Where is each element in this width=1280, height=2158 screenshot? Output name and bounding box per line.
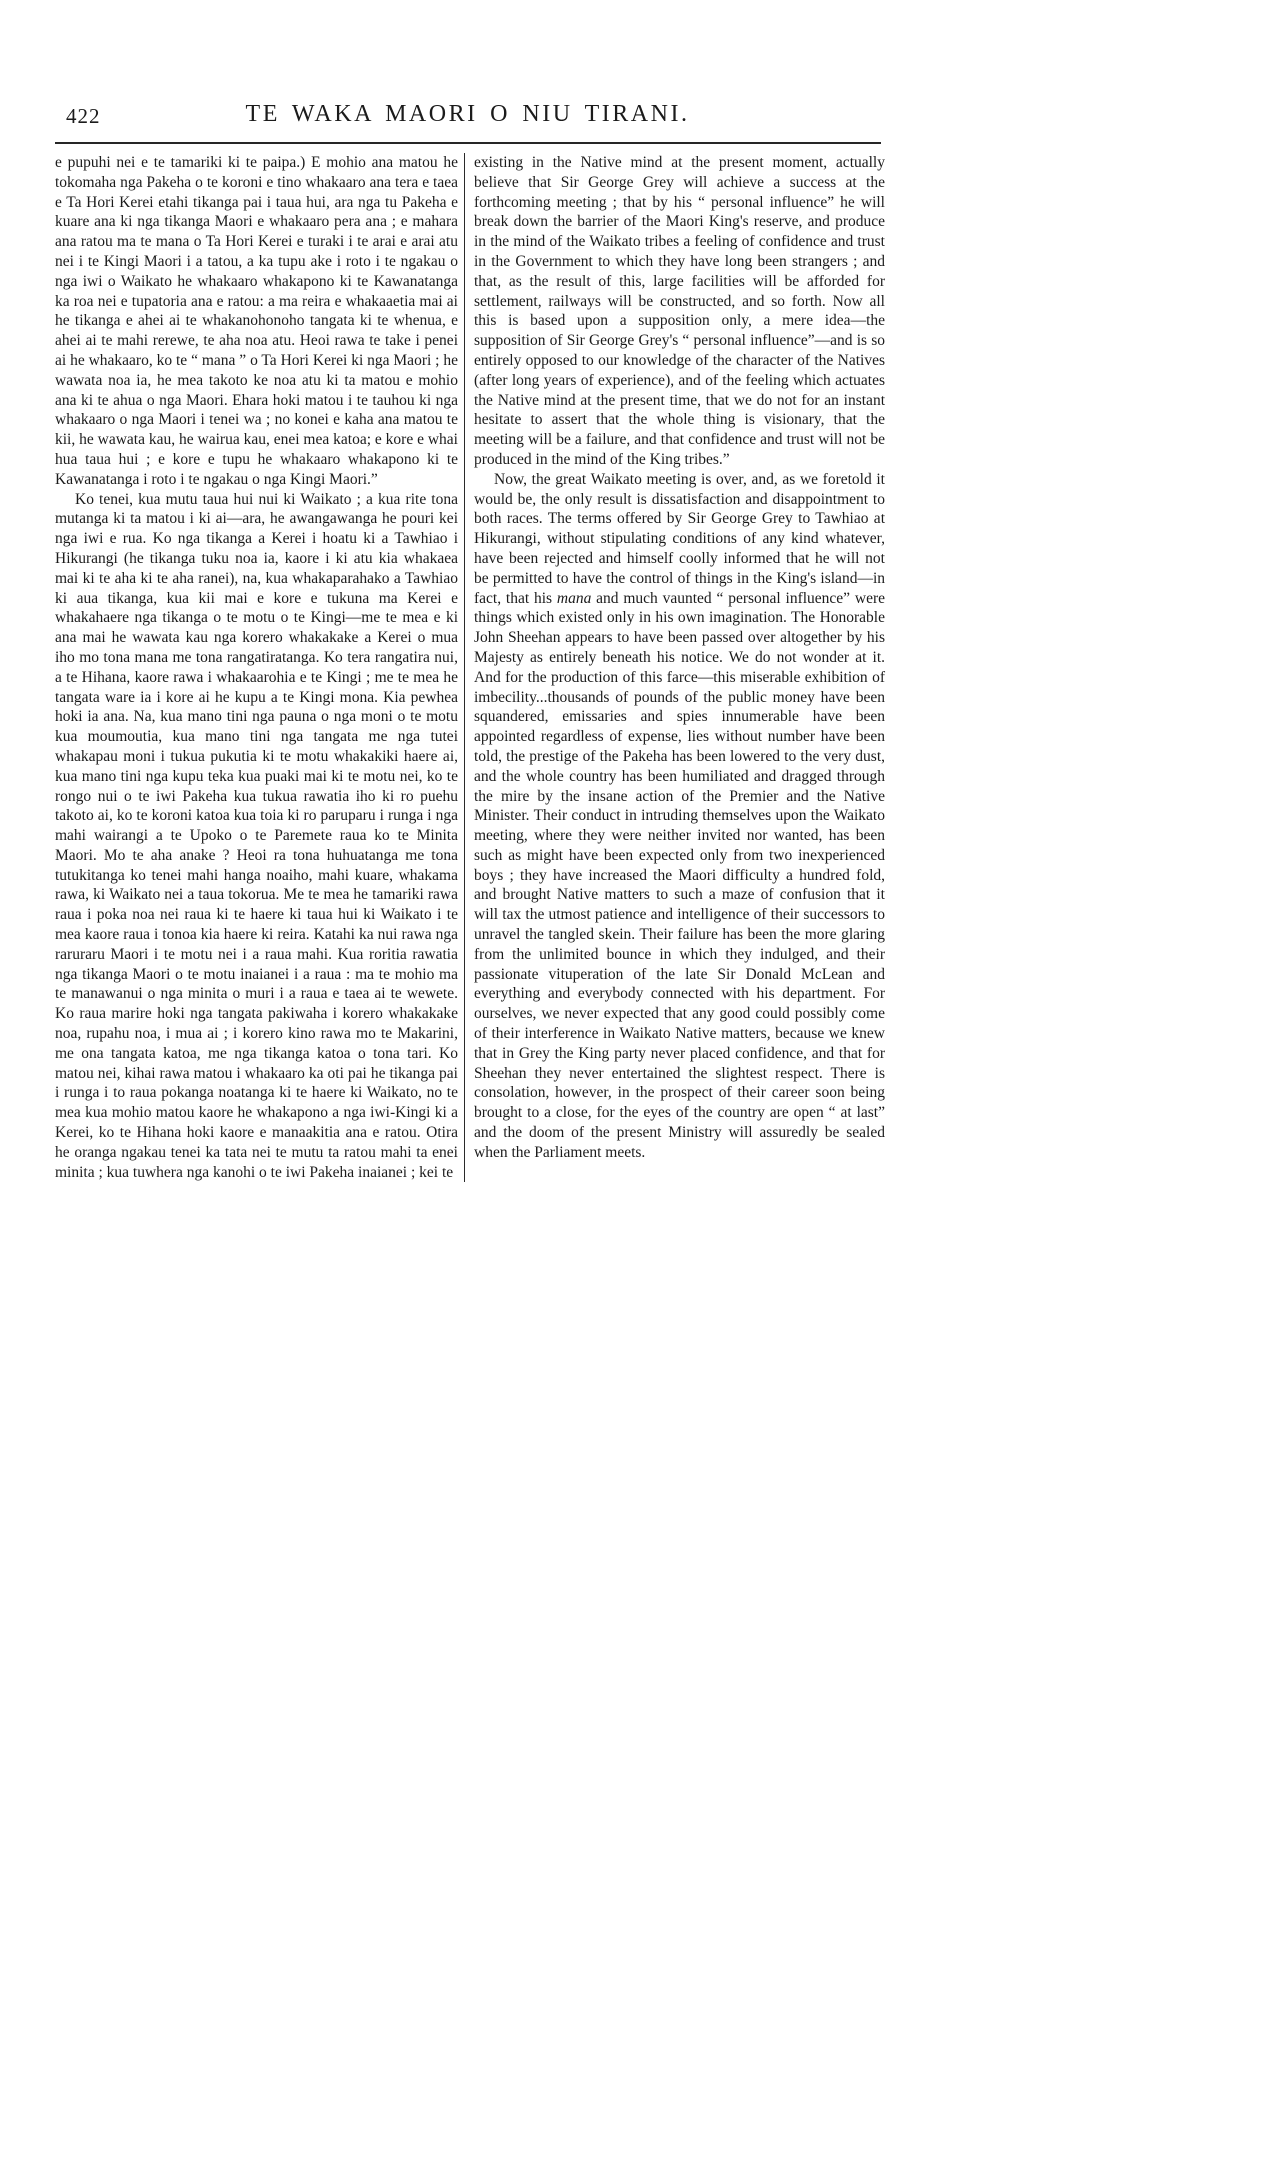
italic-word-mana: mana	[556, 589, 592, 607]
left-column-paragraph: e pupuhi nei e te tamariki ki te paipa.) E mohio ana matou he tokomaha nga Pakeha o te koroni e tino whakaaro ana tera e taea e Ta Hori Kerei etahi tikanga pai i taua hui, ara nga tu Pakeha e kuare ana ki nga tikanga Maori e whakaaro pera ana ; e mahara ana ratou ma te mana o Ta Hori Kerei e turaki i te arai e arai atu nei i te Kingi Maori i a tatou, a ka tupu ake i roto i te ngakau o nga iwi o Waikato he whakaaro whakapono ki te Kawanatanga ka roa nei e tupatoria ana e ratou: a ma reira e whakaaetia mai ai he tikanga e ahei ai te whakanohonoho tangata ki te whenua, e ahei ai te mahi rerewe, te aha noa atu. Heoi rawa te take i penei ai he whakaaro, ko te “ mana ” o Ta Hori Kerei ki nga Maori ; he wawata noa ia, he mea takoto ke noa atu ki ta matou e mohio ana ki te ahua o nga Maori. Ehara hoki matou i te tauhou ki nga whakaaro o nga Maori i tenei wa ; no konei e kaha ana matou te kii, he wawata kau, he wairua kau, enei mea katoa; e kore e whai hua taua hui ; e kore e tupu he whakaaro whakapono ki te Kawanatanga i roto i te ngakau o nga Kingi Maori.”	[55, 154, 458, 488]
right-column-paragraph	[474, 470, 885, 1163]
paragraph-text: and much vaunted “ personal influence” were things which existed only in his own imagination. The Honorable John Sheehan appears to have been passed over altogether by his Majesty as entirely beneath his notice. We do not wonder at it. And for the production of this farce—this miserable exhibition of imbecility...thousands of pounds of the public money have been squandered, emissaries and spies innumerable have been appointed regardless of expense, lies without number have been told, the prestige of the Pakeha has been lowered to the very dust, and the whole country has been humiliated and dragged through the mire by the insane action of the Premier and the Native Minister. Their conduct in intruding themselves upon the Waikato meeting, where they were neither invited nor wanted, has been such as might have been expected only from two inexperienced boys ; they have increased the Maori difficulty a hundred fold, and brought Native matters to such a maze of confusion that it will tax the utmost patience and intelligence of their successors to unravel the tangled skein. Their failure has been the more glaring from the unlimited bounce in which they indulged, and their passionate vituperation of the late Sir Donald McLean and everything and everybody connected with his department. For ourselves, we never expected that any good could possibly come of their interference in Waikato Native matters, because we knew that in Grey the King party never placed confidence, and that for Sheehan they never entertained the slightest respect. There is consolation, however, in the prospect of their career soon being brought to a close, for the eyes of the country are open “ at last” and the doom of the present Ministry will assuredly be sealed when the Parliament meets.	[474, 589, 885, 1161]
column-right-english	[474, 153, 885, 1182]
page-number: 422	[66, 104, 101, 128]
masthead-title: TE WAKA MAORI O NIU TIRANI.	[245, 101, 690, 127]
header-rule	[55, 142, 881, 144]
article-columns	[55, 153, 885, 1182]
left-column-paragraph: Ko tenei, kua mutu taua hui nui ki Waikato ; a kua rite tona mutanga ki ta matou i ki ai—ara, he awangawanga he pouri kei nga iwi e rua. Ko nga tikanga a Kerei i hoatu ki a Tawhiao i Hikurangi (he tikanga tuku noa ia, kaore i ki atu kia whakaea mai ki te aha ki te aha ranei), na, kua whakaparahako a Tawhiao ki aua tikanga, kua kii mai e kore e tukuna ma Kerei e whakahaere nga tikanga o te motu o te Kingi—me te mea e ki ana mai he wawata kau nga korero whakakake a Kerei o mua iho mo tona mana me tona rangatiratanga. Ko tera rangatira nui, a te Hihana, kaore rawa i whakaarohia e te Kingi ; me te mea he tangata ware ia i kore ai he kupu a te Kingi mona. Kia pewhea hoki ia ana. Na, kua mano tini nga pauna o nga moni o te motu kua moumoutia, kua mano tini nga tangata me nga tutei whakapau moni i tukua pukutia ki te motu whakakiki haere ai, kua mano tini nga kupu teka kua puaki mai ki te motu nei, ko te rongo nui o te iwi Pakeha kua tukua rawatia iho ki ro puehu takoto ai, ko te koroni katoa kua toia ki ro paruparu i runga i nga mahi wairangi a te Upoko o te Paremete raua ko te Minita Maori. Mo te aha anake ? Heoi ra tona huhuatanga me tona tutukitanga ko tenei mahi hanga noaiho, mahi kuare, whakama rawa, ki Waikato nei a taua tokorua. Me te mea he tamariki rawa raua i poka noa nei raua ki te haere ki taua hui ki Waikato i te mea kaore raua i tonoa kia haere ki reira. Katahi ka nui rawa nga raruraru Maori i te motu nei i a raua mahi. Kua roritia rawatia nga tikanga Maori o te motu inaianei i a raua : ma te mohio ma te manawanui o nga minita o muri i a raua e taea ai te wewete. Ko raua marire hoki nga tangata pakiwaha i korero whakakake noa, rupahu noa, i mua ai ; i korero kino rawa mo te Makarini, me ona tangata katoa, me nga tikanga katoa o tona tari. Ko matou nei, kihai rawa matou i whakaaro ka oti pai he tikanga pai i runga i to raua pokanga noatanga ki te haere ki Waikato, no te mea kua mohio matou kaore he whakapono a nga iwi-Kingi ki a Kerei, ko te Hihana hoki kaore e manaakitia ana e ratou. Otira he oranga ngakau tenei ka tata nei te mutu ta ratou mahi ta enei minita ; kua tuwhera nga kanohi o te iwi Pakeha inaianei ; kei te	[55, 490, 458, 1181]
paragraph-text: Now, the great Waikato meeting is over, and, as we foretold it would be, the only result is dissatisfaction and disappointment to both races. The terms offered by Sir George Grey to Tawhiao at Hikurangi, without stipulating conditions of any kind whatever, have been rejected and himself coolly informed that he will not be permitted to have the control of things in the King's island—in fact, that his	[474, 470, 885, 607]
column-left-maori	[55, 153, 458, 1182]
right-column-paragraph: existing in the Native mind at the present moment, actually believe that Sir George Grey will achieve a success at the forthcoming meeting ; that by his “ personal influence” he will break down the barrier of the Maori King's reserve, and produce in the mind of the Waikato tribes a feeling of confidence and trust in the Government to which they have long been strangers ; and that, as the result of this, large facilities will be afforded for settlement, railways will be constructed, and so forth. Now all this is based upon a supposition only, a mere idea—the supposition of Sir George Grey's “ personal influence”—and is so entirely opposed to our knowledge of the character of the Natives (after long years of experience), and of the feeling which actuates the Native mind at the present time, that we do not for an instant hesitate to assert that the whole thing is visionary, that the meeting will be a failure, and that confidence and trust will not be produced in the mind of the King tribes.”	[474, 154, 885, 468]
column-divider-rule	[464, 153, 465, 1182]
